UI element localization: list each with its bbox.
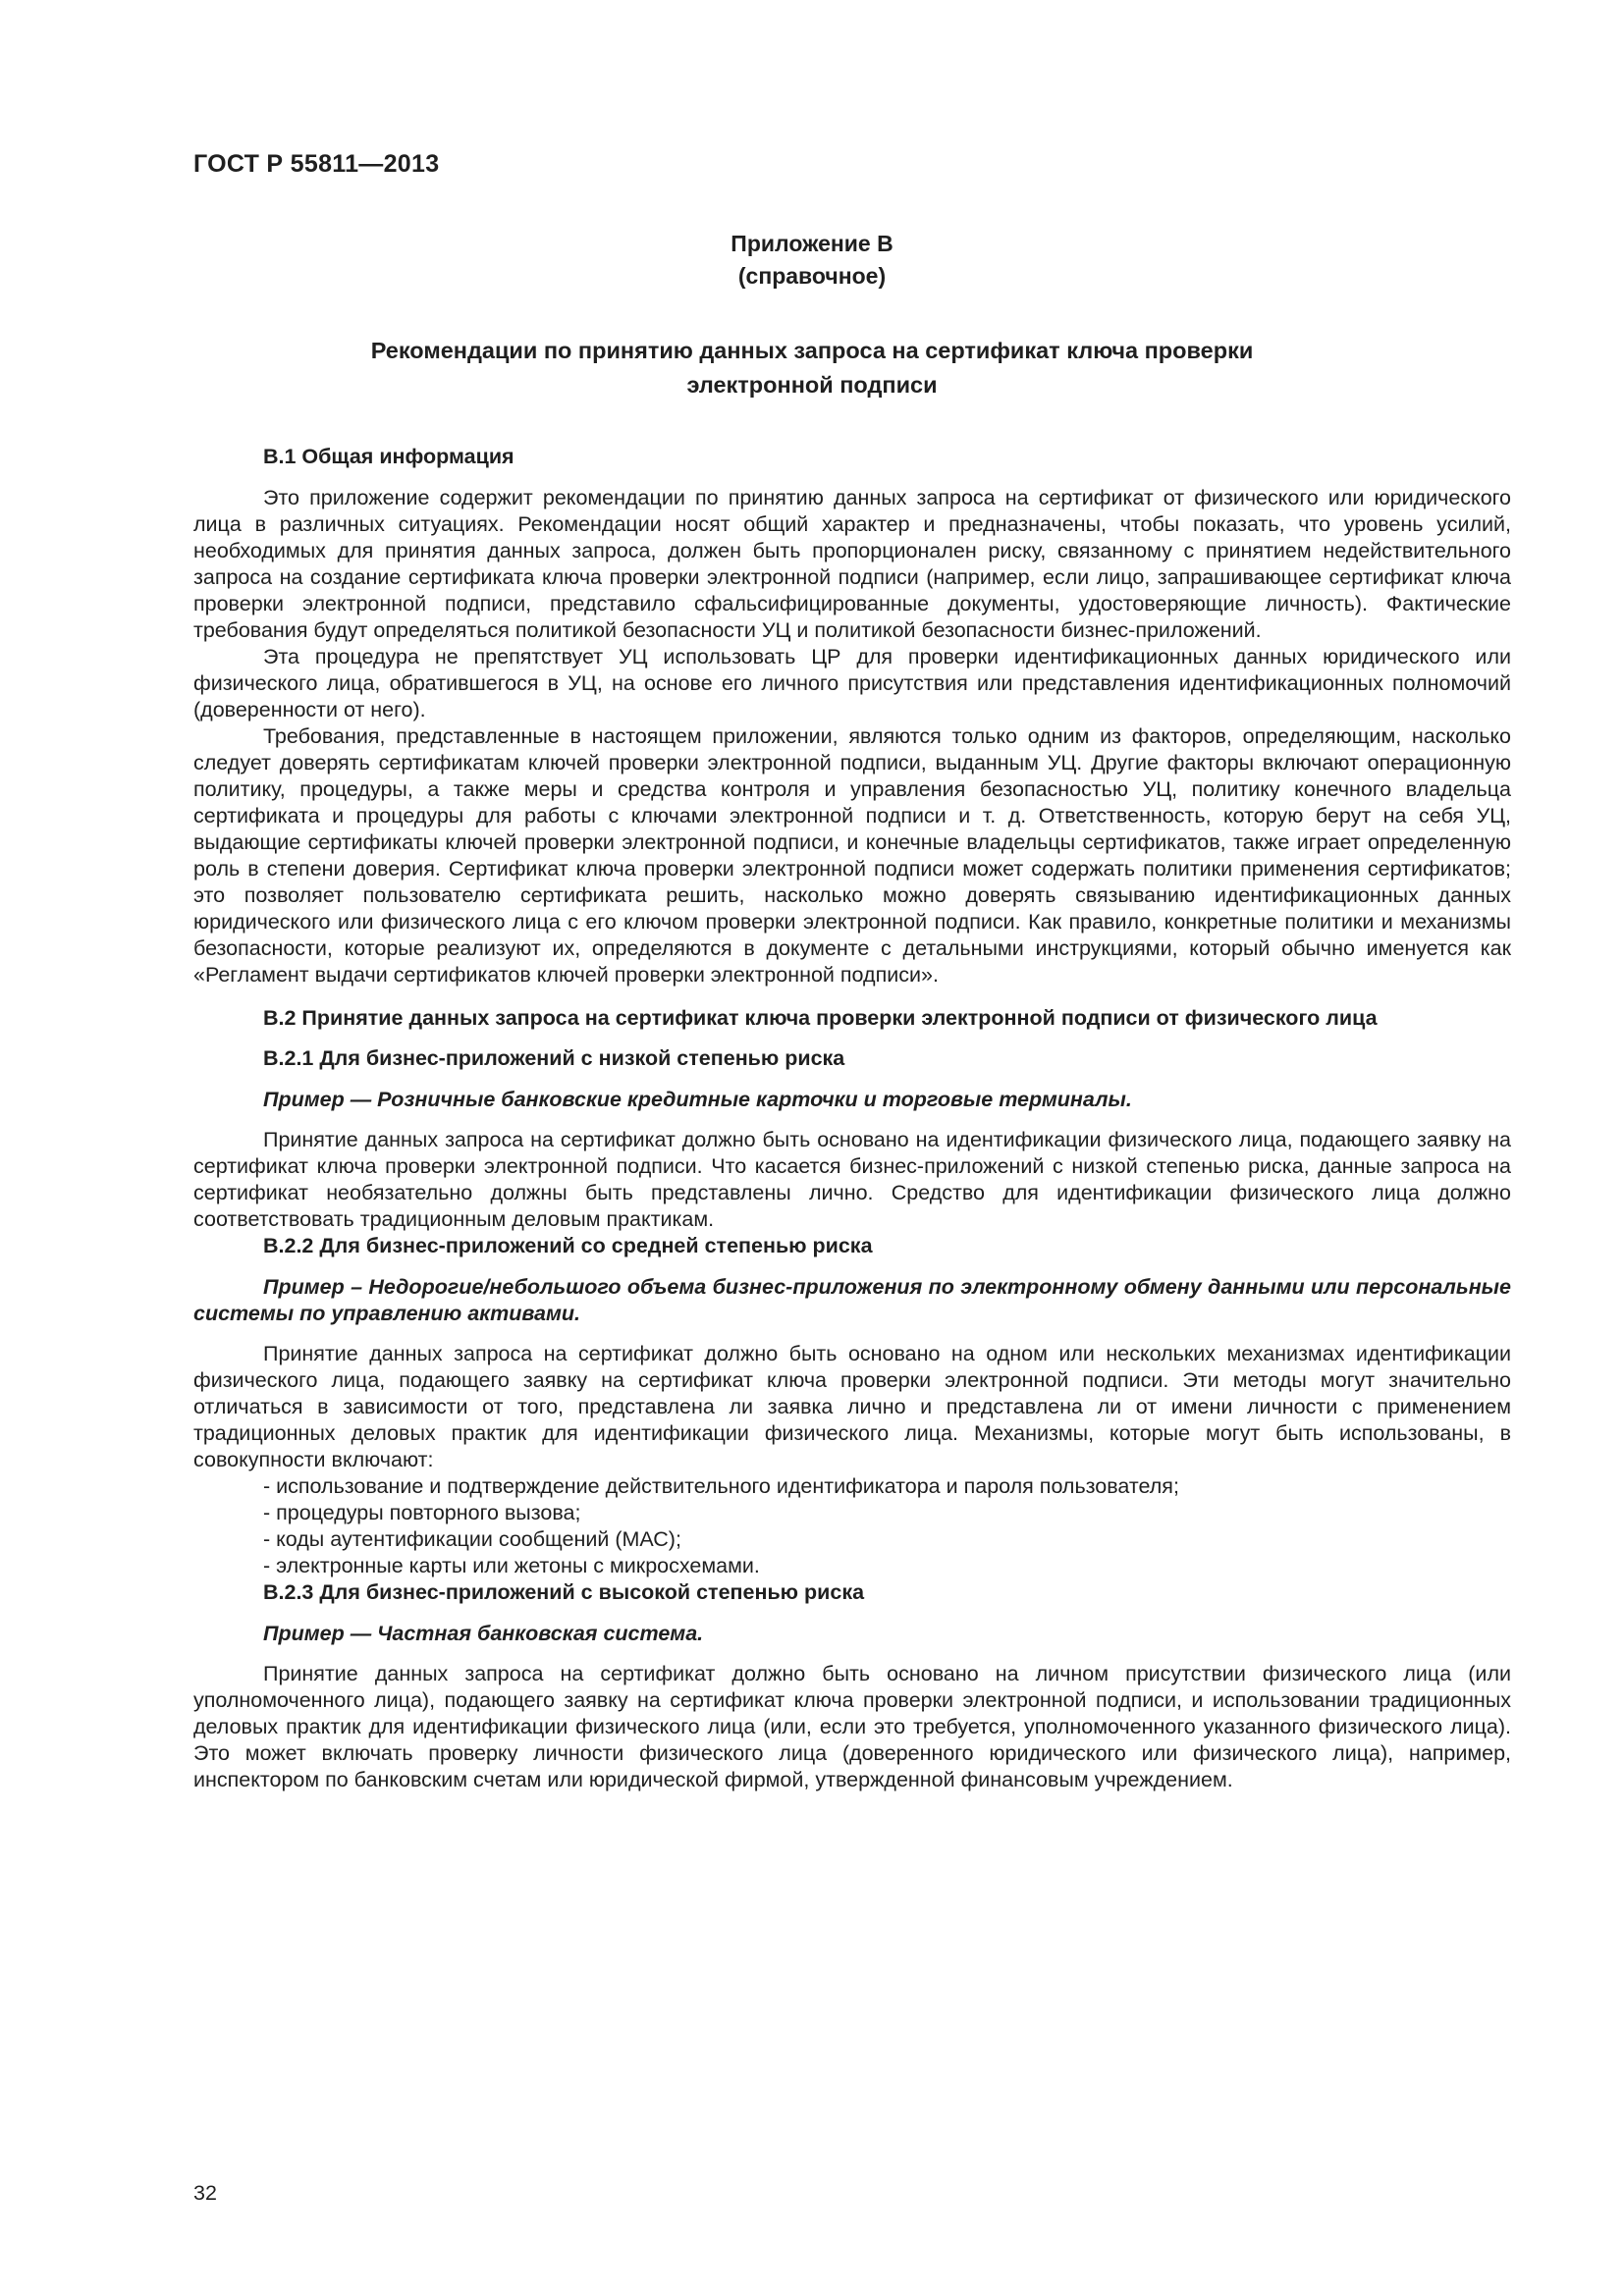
document-code-header: ГОСТ Р 55811—2013 — [193, 150, 440, 178]
list-item: - коды аутентификации сообщений (МАС); — [263, 1527, 681, 1551]
example-text: Пример — Частная банковская система. — [263, 1622, 704, 1645]
list-item: - электронные карты или жетоны с микросхемами. — [263, 1554, 760, 1577]
appendix-title — [0, 228, 1624, 293]
list-item: - процедуры повторного вызова; — [263, 1501, 581, 1524]
list-item: - использование и подтверждение действительного идентификатора и пароля пользователя; — [263, 1474, 1179, 1498]
example-text: Пример — Розничные банковские кредитные карточки и торговые терминалы. — [263, 1088, 1132, 1111]
paragraph: Требования, представленные в настоящем приложении, являются только одним из факторов, определяющим, насколько следует доверять сертификатам ключей проверки электронной подписи, выданным УЦ. Другие факторы включают операционную политику, процедуры, а также меры и средства контроля и управления безопасностью УЦ, политику конечного владельца сертификата и процедуры для работы с ключами электронной подписи и т. д. Ответственность, которую берут на себя УЦ, выдающие сертификаты ключей проверки электронной подписи, и конечные владельцы сертификатов, также играет определенную роль в степени доверия. Сертификат ключа проверки электронной подписи может содержать политики применения сертификатов; это позволяет пользователю сертификата решить, насколько можно доверять связыванию идентификационных данных юридического или физического лица с его ключом проверки электронной подписи. Как правило, конкретные политики и механизмы безопасности, которые реализуют их, определяются в документе с детальными инструкциями, который обычно именуется как «Регламент выдачи сертификатов ключей проверки электронной подписи». — [193, 724, 1511, 987]
appendix-kind: (справочное) — [737, 263, 887, 289]
section-heading-b21: В.2.1 Для бизнес-приложений с низкой степенью риска — [263, 1046, 845, 1070]
paragraph: Эта процедура не препятствует УЦ использовать ЦР для проверки идентификационных данных юридического или физического лица, обратившегося в УЦ, на основе его личного присутствия или представления идентификационных полномочий (доверенности от него). — [193, 645, 1511, 721]
section-heading-b2: В.2 Принятие данных запроса на сертификат ключа проверки электронной подписи от физического лица — [263, 1006, 1378, 1030]
appendix-label: Приложение В — [731, 231, 893, 256]
paragraph: Принятие данных запроса на сертификат должно быть основано на идентификации физического лица, подающего заявку на сертификат ключа проверки электронной подписи. Что касается бизнес-приложений с низкой степенью риска, данные запроса на сертификат необязательно должны быть представлены лично. Средство для идентификации физического лица должно соответствовать традиционным деловым практикам. — [193, 1128, 1511, 1231]
paragraph: Принятие данных запроса на сертификат должно быть основано на одном или нескольких механизмах идентификации физического лица, подающего заявку на сертификат ключа проверки электронной подписи. Эти методы могут значительно отличаться в зависимости от того, представлена ли заявка лично и представлена ли от имени личности с применением традиционных деловых практик для идентификации физического лица. Механизмы, которые могут быть использованы, в совокупности включают: — [193, 1342, 1511, 1471]
section-heading-b1: В.1 Общая информация — [263, 445, 514, 468]
document-title — [0, 334, 1624, 402]
paragraph: Принятие данных запроса на сертификат должно быть основано на личном присутствии физического лица (или уполномоченного лица), подающего заявку на сертификат ключа проверки электронной подписи, и использовании традиционных деловых практик для идентификации физического лица (или, если это требуется, уполномоченного указанного физического лица). Это может включать проверку личности физического лица (доверенного юридического или физического лица), например, инспектором по банковским счетам или юридической фирмой, утвержденной финансовым учреждением. — [193, 1662, 1511, 1791]
document-title-line-2: электронной подписи — [686, 372, 938, 398]
example-text: Пример – Недорогие/небольшого объема бизнес-приложения по электронному обмену данными или персональные системы по управлению активами. — [193, 1275, 1511, 1325]
section-heading-b23: В.2.3 Для бизнес-приложений с высокой степенью риска — [263, 1580, 865, 1604]
section-heading-b22: В.2.2 Для бизнес-приложений со средней степенью риска — [263, 1234, 873, 1257]
document-body — [193, 444, 1511, 1793]
page-number: 32 — [193, 2181, 217, 2205]
paragraph: Это приложение содержит рекомендации по принятию данных запроса на сертификат от физического или юридического лица в различных ситуациях. Рекомендации носят общий характер и предназначены, чтобы показать, что уровень усилий, необходимых для принятия данных запроса, должен быть пропорционален риску, связанному с принятием недействительного запроса на создание сертификата ключа проверки электронной подписи (например, если лицо, запрашивающее сертификат ключа проверки электронной подписи, представило сфальсифицированные документы, удостоверяющие личность). Фактические требования будут определяться политикой безопасности УЦ и политикой безопасности бизнес-приложений. — [193, 486, 1511, 642]
document-title-line-1: Рекомендации по принятию данных запроса на сертификат ключа проверки — [370, 338, 1254, 363]
